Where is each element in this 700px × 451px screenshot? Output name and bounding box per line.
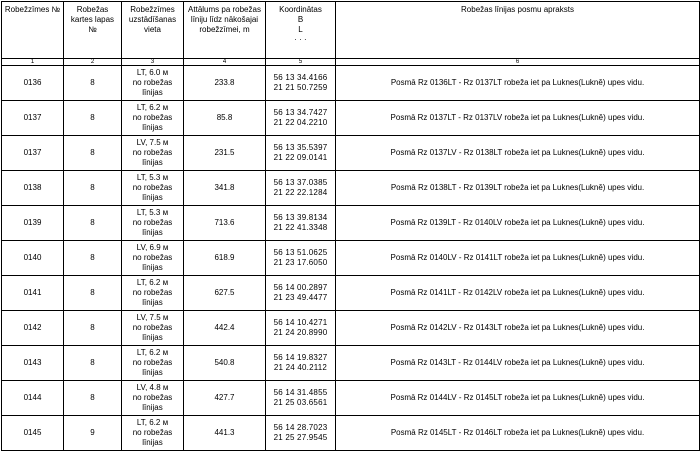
sheet-number-cell: 8 — [64, 241, 122, 276]
column-number-row — [2, 59, 700, 66]
coordinates-cell: 56 13 34.4166 21 21 50.7259 — [266, 66, 336, 101]
table-row — [2, 276, 700, 311]
description-cell: Posmā Rz 0139LT - Rz 0140LV robeža iet pa Luknes(Lukně) upes vidu. — [336, 206, 700, 241]
sheet-number-cell: 8 — [64, 66, 122, 101]
table-row — [2, 66, 700, 101]
coordinates-cell: 56 13 37.0385 21 22 22.1284 — [266, 171, 336, 206]
description-cell: Posmā Rz 0141LT - Rz 0142LV robeža iet pa Luknes(Lukně) upes vidu. — [336, 276, 700, 311]
description-cell: Posmā Rz 0140LV - Rz 0141LT robeža iet pa Luknes(Lukně) upes vidu. — [336, 241, 700, 276]
description-cell: Posmā Rz 0137LT - Rz 0137LV robeža iet pa Luknes(Lukně) upes vidu. — [336, 101, 700, 136]
marker-number-cell: 0136 — [2, 66, 64, 101]
coordinates-cell: 56 14 10.4271 21 24 20.8990 — [266, 311, 336, 346]
placement-cell: LT, 6.2 м no robežas līnijas — [122, 101, 184, 136]
coordinates-cell: 56 13 35.5397 21 22 09.0141 — [266, 136, 336, 171]
marker-number-cell: 0140 — [2, 241, 64, 276]
placement-cell: LT, 6.2 м no robežas līnijas — [122, 416, 184, 451]
sheet-number-cell: 8 — [64, 136, 122, 171]
distance-cell: 231.5 — [184, 136, 266, 171]
sheet-number-cell: 8 — [64, 206, 122, 241]
description-cell: Posmā Rz 0145LT - Rz 0146LT robeža iet pa Luknes(Lukně) upes vidu. — [336, 416, 700, 451]
distance-cell: 341.8 — [184, 171, 266, 206]
header-placement: Robežzīmes uzstādīšanas vieta — [122, 2, 184, 59]
marker-number-cell: 0139 — [2, 206, 64, 241]
header-marker-no: Robežzīmes № — [2, 2, 64, 59]
sheet-number-cell: 8 — [64, 101, 122, 136]
table-row — [2, 311, 700, 346]
header-coordinates: Koordinātas B L · · · — [266, 2, 336, 59]
placement-cell: LV, 7.5 м no robežas līnijas — [122, 311, 184, 346]
marker-number-cell: 0143 — [2, 346, 64, 381]
distance-cell: 427.7 — [184, 381, 266, 416]
coordinates-cell: 56 14 19.8327 21 24 40.2112 — [266, 346, 336, 381]
description-cell: Posmā Rz 0136LT - Rz 0137LT robeža iet pa Luknes(Lukně) upes vidu. — [336, 66, 700, 101]
column-number: 4 — [184, 59, 266, 66]
sheet-number-cell: 8 — [64, 171, 122, 206]
table-row — [2, 136, 700, 171]
header-description: Robežas līnijas posmu apraksts — [336, 2, 700, 59]
placement-cell: LT, 5.3 м no robežas līnijas — [122, 206, 184, 241]
header-distance: Attālums pa robežas līniju līdz nākošajai robežzīmei, m — [184, 2, 266, 59]
coordinates-cell: 56 14 31.4855 21 25 03.6561 — [266, 381, 336, 416]
border-markers-table — [1, 1, 700, 451]
table-row — [2, 171, 700, 206]
column-number: 3 — [122, 59, 184, 66]
placement-cell: LT, 6.2 м no robežas līnijas — [122, 346, 184, 381]
marker-number-cell: 0138 — [2, 171, 64, 206]
table-row — [2, 416, 700, 451]
table-row — [2, 101, 700, 136]
marker-number-cell: 0145 — [2, 416, 64, 451]
description-cell: Posmā Rz 0138LT - Rz 0139LT robeža iet pa Luknes(Lukně) upes vidu. — [336, 171, 700, 206]
description-cell: Posmā Rz 0143LT - Rz 0144LV robeža iet pa Luknes(Lukně) upes vidu. — [336, 346, 700, 381]
column-number: 2 — [64, 59, 122, 66]
description-cell: Posmā Rz 0144LV - Rz 0145LT robeža iet pa Luknes(Lukně) upes vidu. — [336, 381, 700, 416]
table-row — [2, 241, 700, 276]
placement-cell: LT, 6.2 м no robežas līnijas — [122, 276, 184, 311]
coordinates-cell: 56 13 39.8134 21 22 41.3348 — [266, 206, 336, 241]
header-sheet-no: Robežas kartes lapas № — [64, 2, 122, 59]
description-cell: Posmā Rz 0137LV - Rz 0138LT robeža iet pa Luknes(Lukně) upes vidu. — [336, 136, 700, 171]
marker-number-cell: 0142 — [2, 311, 64, 346]
table-row — [2, 206, 700, 241]
distance-cell: 441.3 — [184, 416, 266, 451]
column-number: 1 — [2, 59, 64, 66]
coordinates-cell: 56 14 00.2897 21 23 49.4477 — [266, 276, 336, 311]
placement-cell: LV, 7.5 м no robežas līnijas — [122, 136, 184, 171]
distance-cell: 442.4 — [184, 311, 266, 346]
placement-cell: LT, 6.0 м no robežas līnijas — [122, 66, 184, 101]
distance-cell: 627.5 — [184, 276, 266, 311]
marker-number-cell: 0137 — [2, 136, 64, 171]
column-number: 6 — [336, 59, 700, 66]
distance-cell: 618.9 — [184, 241, 266, 276]
coordinates-cell: 56 13 51.0625 21 23 17.6050 — [266, 241, 336, 276]
description-cell: Posmā Rz 0142LV - Rz 0143LT robeža iet pa Luknes(Lukně) upes vidu. — [336, 311, 700, 346]
header-row — [2, 2, 700, 59]
column-number: 5 — [266, 59, 336, 66]
placement-cell: LV, 6.9 м no robežas līnijas — [122, 241, 184, 276]
table-row — [2, 346, 700, 381]
table-row — [2, 381, 700, 416]
distance-cell: 713.6 — [184, 206, 266, 241]
sheet-number-cell: 8 — [64, 311, 122, 346]
sheet-number-cell: 9 — [64, 416, 122, 451]
marker-number-cell: 0144 — [2, 381, 64, 416]
marker-number-cell: 0141 — [2, 276, 64, 311]
sheet-number-cell: 8 — [64, 381, 122, 416]
document-page — [1, 1, 700, 451]
sheet-number-cell: 8 — [64, 346, 122, 381]
sheet-number-cell: 8 — [64, 276, 122, 311]
placement-cell: LT, 5.3 м no robežas līnijas — [122, 171, 184, 206]
distance-cell: 233.8 — [184, 66, 266, 101]
distance-cell: 540.8 — [184, 346, 266, 381]
coordinates-cell: 56 14 28.7023 21 25 27.9545 — [266, 416, 336, 451]
placement-cell: LV, 4.8 м no robežas līnijas — [122, 381, 184, 416]
table-body — [2, 66, 700, 451]
marker-number-cell: 0137 — [2, 101, 64, 136]
coordinates-cell: 56 13 34.7427 21 22 04.2210 — [266, 101, 336, 136]
distance-cell: 85.8 — [184, 101, 266, 136]
